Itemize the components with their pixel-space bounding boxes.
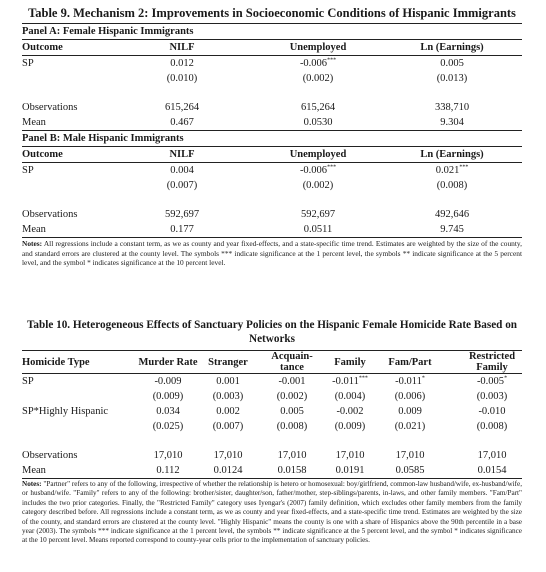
table-9 [22,6,522,268]
table-9-notes [22,239,522,268]
cell: (0.013) [436,73,468,84]
table-9-header-b [22,147,522,162]
table-10 [22,318,522,546]
table-row [22,163,522,178]
col-homicide-type: Homicide Type [22,357,90,368]
cell: 0.177 [170,224,194,235]
col-restricted-family-line2: Family [476,362,508,373]
cell: (0.002) [276,391,308,402]
cell: (0.004) [334,391,366,402]
row-label-sp: SP [22,165,34,176]
cell: 17,010 [395,450,425,461]
notes-label: Notes: [22,480,42,488]
table-9-bottom-rule [22,237,522,238]
cell: 9.745 [440,224,464,235]
spacer [22,193,522,207]
cell: 0.0124 [213,465,243,476]
col-unemployed: Unemployed [289,149,347,160]
cell-value: 0.021 [435,165,460,176]
cell: 17,010 [153,450,183,461]
cell: (0.007) [166,180,198,191]
cell: 0.009 [398,406,422,417]
cell-value: 0.005 [440,58,464,69]
table-row [22,115,522,130]
table-10-bottom-rule [22,478,522,479]
table-9-header-a [22,40,522,55]
cell: 0.0511 [303,224,333,235]
cell [300,163,336,178]
cell: (0.025) [152,421,184,432]
table-9-title: Table 9. Mechanism 2: Improvements in Socioeconomic Conditions of Hispanic Immigrants [28,6,516,20]
col-fam-part: Fam/Part [388,357,432,368]
table-row [22,389,522,404]
cell [395,374,425,389]
cell: (0.003) [212,391,244,402]
row-label-mean: Mean [22,117,46,128]
notes-text: "Partner" refers to any of the following, irrespective of whether the relationship is hetero or homosexual: boy/girlfriend, common-law husband/wife, ex-husband/wife, or husband/wife. "Family" refers to any of the following: brother/sister, daughter/son, father/mother, step-siblings/parents, in-laws, and other family members. "Fam/Part" includes the two prior categories. Finally, the "Restricted Family" category uses Iyengar's (2007) family definition, which excludes other family members from the family category described before. All regressions include a constant term, as we as county and year fixed-effects, and a state-specific time trend. Estimates are weighted by the size of the county, and standard errors are clustered at the county level. "Highly Hispanic" means the county is one with a share of Hispanics above the 90th percentile in a base year (2003). The symbols *** indicate significance at the 1 percent level, the symbols ** indicate significance at the 5 percent level, and the symbol * indicates significance at the 10 percent level. Means reported correspond to county-year cells prior to the implementation of sanctuary policies. [22,480,523,545]
row-label-sp: SP [22,58,34,69]
cell: 615,264 [164,102,200,113]
cell: 0.001 [216,376,240,387]
table-row [22,374,522,389]
cell: 17,010 [335,450,365,461]
cell: (0.002) [302,73,334,84]
cell-value: -0.006 [299,165,328,176]
table-row [22,448,522,463]
cell: 0.034 [156,406,180,417]
cell: (0.009) [152,391,184,402]
table-row [22,463,522,478]
cell: (0.009) [334,421,366,432]
cell: 0.002 [216,406,240,417]
cell-value: -0.006 [299,58,328,69]
spacer [22,434,522,448]
cell: 492,646 [434,209,470,220]
table-row [22,207,522,222]
cell: 17,010 [277,450,307,461]
cell: (0.008) [276,421,308,432]
table-row [22,178,522,193]
cell: 338,710 [434,102,470,113]
cell-value: 0.012 [170,58,194,69]
cell [440,56,464,71]
table-10-title: Table 10. Heterogeneous Effects of Sanctuary Policies on the Hispanic Female Homicide Rate Based on Networks [26,319,518,345]
cell [300,56,336,71]
cell-value: -0.011 [332,376,359,387]
cell: 0.112 [156,465,180,476]
cell [332,374,368,389]
cell: 9.304 [440,117,464,128]
cell: 0.467 [170,117,194,128]
cell: (0.008) [436,180,468,191]
col-outcome: Outcome [22,42,63,53]
table-row [22,100,522,115]
cell-value: -0.005 [476,376,505,387]
cell: 17,010 [213,450,243,461]
col-stranger: Stranger [208,357,248,368]
cell [170,163,194,178]
cell [436,163,469,178]
table-row [22,404,522,419]
notes-label: Notes: [22,239,43,248]
cell-value: -0.011 [395,376,422,387]
notes-text: All regressions include a constant term, as we as county and year fixed-effects, and a state-specific time trend. Estimates are weighted by the size of the county, and standard errors are clustered at the county level. The symbols *** indicate significance at the 1 percent level, the symbols ** indicate significance at the 5 percent level, and the symbol * indicates significance at the 10 percent level. [22,239,522,268]
col-acquaintance-line1: Acquain- [271,351,313,362]
cell: 0.005 [280,406,304,417]
row-label-mean: Mean [22,465,46,476]
cell: (0.010) [166,73,198,84]
cell: -0.002 [336,406,364,417]
cell: 615,264 [300,102,336,113]
table-row [22,56,522,71]
col-nilf: NILF [169,42,195,53]
significance-stars: *** [327,164,337,171]
significance-stars: * [421,375,425,382]
cell: -0.010 [478,406,506,417]
table-10-notes [22,480,522,546]
col-ln-earnings: Ln (Earnings) [420,149,484,160]
cell: (0.021) [394,421,426,432]
significance-stars: *** [327,57,337,64]
significance-stars: *** [358,375,368,382]
cell: -0.001 [278,376,306,387]
cell: 0.0154 [477,465,507,476]
spacer [22,86,522,100]
cell: (0.008) [476,421,508,432]
cell: 0.0585 [395,465,425,476]
row-label-observations: Observations [22,209,78,220]
cell: -0.009 [154,376,182,387]
row-label-sp: SP [22,376,34,387]
cell [170,56,194,71]
cell: 592,697 [300,209,336,220]
cell-value: 0.004 [170,165,194,176]
cell: (0.006) [394,391,426,402]
cell: (0.007) [212,421,244,432]
panel-a-label: Panel A: Female Hispanic Immigrants [22,26,194,37]
col-nilf: NILF [169,149,195,160]
col-murder-rate: Murder Rate [138,357,198,368]
col-acquaintance-line2: tance [280,362,304,373]
table-row [22,419,522,434]
significance-stars: *** [459,164,469,171]
table-row [22,71,522,86]
col-family: Family [334,357,366,368]
col-ln-earnings: Ln (Earnings) [420,42,484,53]
col-unemployed: Unemployed [289,42,347,53]
table-10-header [22,351,522,373]
row-label-observations: Observations [22,102,78,113]
cell: 0.0158 [277,465,307,476]
col-restricted-family-line1: Restricted [468,351,516,362]
significance-stars: * [504,375,508,382]
table-row [22,222,522,237]
cell: 0.0530 [303,117,333,128]
cell: 17,010 [477,450,507,461]
row-label-mean: Mean [22,224,46,235]
row-label-observations: Observations [22,450,78,461]
col-outcome: Outcome [22,149,63,160]
cell: 0.0191 [335,465,365,476]
cell [477,374,507,389]
cell: (0.003) [476,391,508,402]
cell: (0.002) [302,180,334,191]
cell: 592,697 [164,209,200,220]
row-label-sp-highly-hispanic: SP*Highly Hispanic [22,406,109,417]
panel-b-label: Panel B: Male Hispanic Immigrants [22,133,184,144]
